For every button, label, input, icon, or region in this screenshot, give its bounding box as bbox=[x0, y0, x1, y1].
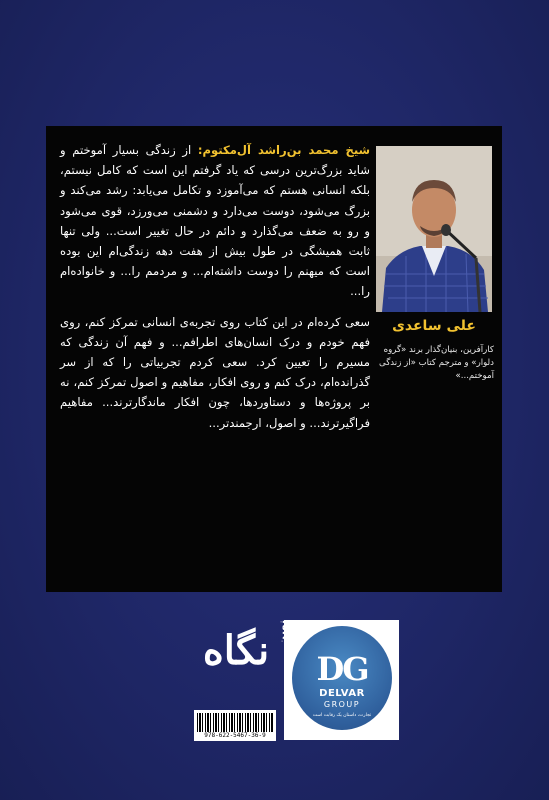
quote-paragraph-1 bbox=[60, 140, 370, 302]
negah-logo-name: نگاه bbox=[202, 627, 270, 674]
negah-publisher-logo bbox=[196, 618, 289, 698]
author-bio: کارآفرین، بنیان‌گذار برند «گروه دلوار» و مترجم کتاب «از زندگی آموختم...» bbox=[379, 345, 494, 381]
isbn-number: 978-622-5467-36-9 bbox=[204, 732, 266, 739]
author-portrait-image bbox=[376, 146, 492, 312]
quote-text bbox=[60, 140, 370, 580]
delvar-logo-circle bbox=[292, 626, 392, 730]
delvar-logo-name: DELVAR bbox=[319, 688, 365, 699]
barcode-bars bbox=[197, 713, 273, 732]
isbn-barcode bbox=[194, 710, 276, 741]
author-photo bbox=[376, 146, 492, 312]
quote-attribution: شیخ محمد بن‌راشد آل‌مکتوم: bbox=[197, 143, 370, 157]
delvar-logo-letters: DG bbox=[316, 650, 368, 688]
author-name: علی ساعدی bbox=[392, 318, 476, 334]
delvar-logo-group: GROUP bbox=[323, 700, 361, 709]
delvar-logo-slogan: تجارت، داستان یک رقابت است bbox=[312, 713, 372, 718]
negah-logo-sub: نوین bbox=[276, 620, 289, 646]
quote-paragraph-2: سعی کرده‌ام در این کتاب روی تجربه‌ی انسانی تمرکز کنم، روی فهم خودم و درک انسان‌های اطرافم... و فهم آن زندگی که مسیرم را تعیین کرد. سعی کردم تجربیاتی را که از سر گذرانده‌ام، درک کنم و روی افکار، مفاهیم و اصول تمرکز کنم، نه بر پروژه‌ها و دستاوردها، چون افکار ماندگارترند... مفاهیم فراگیرترند... و اصول، ارجمندتر... bbox=[60, 314, 370, 430]
delvar-group-logo bbox=[284, 620, 399, 740]
quote-body-1: از زندگی بسیار آموختم و شاید بزرگ‌ترین درسی که یاد گرفتم این است که کامل نیستم، بلکه انسانی هستم که می‌آموزد و تکامل می‌یابد: رشد می‌کند و بزرگ می‌شود، دوست می‌دارد و دشمنی می‌ورزد، قوی می‌شود و رو به ضعف می‌گذارد و دائم در حال تغییر است... ولی تنها ثابت همیشگی در طول بیش از هفت دهه زندگی‌ام این بوده است که میهنم را دوست داشته‌ام... و مردمم را... و خانواده‌ام را... bbox=[60, 143, 370, 299]
